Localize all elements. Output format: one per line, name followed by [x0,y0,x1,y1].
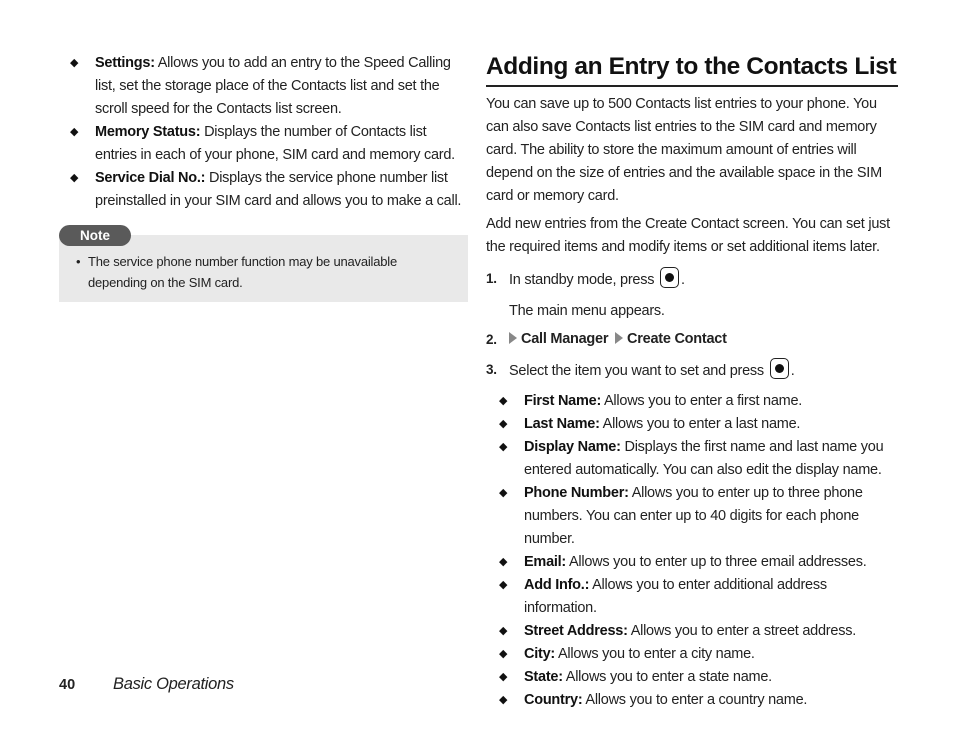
diamond-bullet-icon: ◆ [70,172,79,184]
field-email [499,551,898,574]
step-number: 3. [486,362,497,377]
field-add-info [499,574,898,620]
note-line-1: The service phone number function may be unavailable [88,254,398,269]
bullet-text: Displays the number of Contacts list entries in each of your phone, SIM card and memory card. [95,124,455,163]
menu-item-create-contact: Create Contact [627,331,727,347]
field-text: Allows you to enter up to three email addresses. [569,554,867,570]
intro-paragraph: You can save up to 500 Contacts list entries to your phone. You can also save Contacts list entries to the SIM card and memory card. The ability to store the maximum amount of entries will depend on the size of entries and the available space in the SIM card or memory card. [486,96,882,204]
diamond-bullet-icon: ◆ [499,441,508,453]
bullet-term: Settings: [95,55,155,71]
step-1-result [486,300,898,323]
step-number: 2. [486,332,497,347]
field-term: City: [524,646,555,662]
field-country [499,689,898,712]
right-column [486,52,898,712]
step-text: In standby mode, press [509,272,655,288]
diamond-bullet-icon: ◆ [499,487,508,499]
diamond-bullet-icon: ◆ [499,671,508,683]
field-text: Allows you to enter a street address. [630,623,856,639]
note-label: Note [59,225,131,246]
field-city [499,643,898,666]
note-line-2: depending on the SIM card. [88,275,243,290]
step-sub-text: The main menu appears. [509,303,665,319]
field-term: First Name: [524,393,602,409]
field-phone-number [499,482,898,551]
note-text [76,251,468,293]
field-text: Allows you to enter up to three phone numbers. You can enter up to 40 digits for each phone number. [524,485,863,547]
section-title: Adding an Entry to the Contacts List [486,52,898,87]
bullet-term: Memory Status: [95,124,201,140]
field-text: Allows you to enter additional address information. [524,577,827,616]
create-contact-paragraph: Add new entries from the Create Contact screen. You can set just the required items and modify items or set additional items later. [486,216,890,255]
field-street-address [499,620,898,643]
menu-arrow-icon [615,332,623,344]
field-text: Displays the first name and last name you entered automatically. You can also edit the display name. [524,439,884,478]
field-text: Allows you to enter a city name. [557,646,755,662]
field-list [499,390,898,712]
field-term: Country: [524,692,583,708]
bullet-text: Displays the service phone number list preinstalled in your SIM card and allows you to make a call. [95,170,462,209]
diamond-bullet-icon: ◆ [70,57,79,69]
field-text: Allows you to enter a first name. [604,393,803,409]
field-term: Phone Number: [524,485,629,501]
field-term: Add Info.: [524,577,590,593]
note-bullet: • [76,254,81,269]
diamond-bullet-icon: ◆ [499,395,508,407]
field-last-name [499,413,898,436]
menu-arrow-icon [509,332,517,344]
field-term: Street Address: [524,623,628,639]
bullet-settings [70,52,470,121]
bullet-term: Service Dial No.: [95,170,206,186]
diamond-bullet-icon: ◆ [70,126,79,138]
step-number: 1. [486,271,497,286]
center-key-icon [770,358,789,379]
field-display-name [499,436,898,482]
diamond-bullet-icon: ◆ [499,625,508,637]
field-state [499,666,898,689]
page-number: 40 [59,677,76,693]
field-term: Email: [524,554,567,570]
left-column [70,52,470,213]
bullet-text: Allows you to add an entry to the Speed Calling list, set the storage place of the Contacts list and set the scroll speed for the Contacts list screen. [95,55,451,117]
field-term: Last Name: [524,416,600,432]
step-end: . [790,363,795,379]
menu-item-call-manager: Call Manager [521,331,609,347]
field-text: Allows you to enter a country name. [585,692,808,708]
diamond-bullet-icon: ◆ [499,648,508,660]
bullet-service-dial [70,167,470,213]
step-1 [486,267,898,292]
diamond-bullet-icon: ◆ [499,579,508,591]
field-first-name [499,390,898,413]
step-text: Select the item you want to set and press [509,363,764,379]
diamond-bullet-icon: ◆ [499,418,508,430]
bullet-memory-status [70,121,470,167]
center-key-icon [660,267,679,288]
step-2 [486,328,898,351]
diamond-bullet-icon: ◆ [499,694,508,706]
field-text: Allows you to enter a state name. [565,669,772,685]
step-3 [486,358,898,383]
diamond-bullet-icon: ◆ [499,556,508,568]
field-text: Allows you to enter a last name. [602,416,801,432]
section-name: Basic Operations [113,675,234,693]
field-term: State: [524,669,563,685]
step-end: . [681,272,685,288]
field-term: Display Name: [524,439,621,455]
